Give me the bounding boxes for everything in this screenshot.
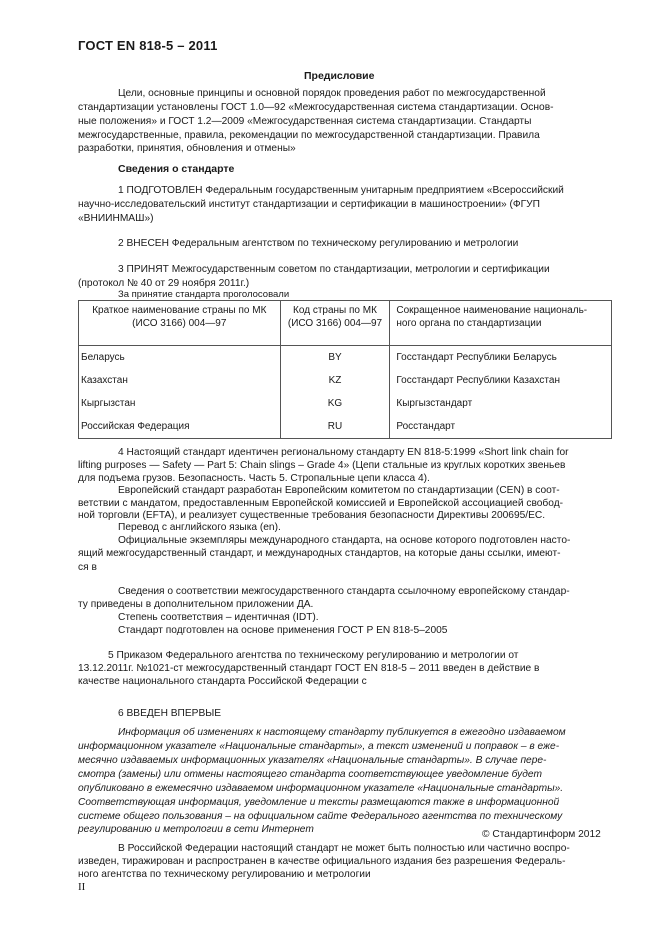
- standards-body-name: Госстандарт Республики Казахстан: [396, 375, 560, 386]
- countries-table: [78, 300, 612, 439]
- column-header-code: Код страны по МК (ИСО 3166) 004—97: [280, 301, 390, 346]
- restriction-line: ного агентства по техническому регулированию и метрологии: [78, 869, 371, 880]
- standards-body-name: Кыргызстандарт: [396, 398, 473, 409]
- document-header-title: ГОСТ EN 818-5 – 2011: [78, 38, 218, 53]
- info-notice-line: системе общего пользования – на официальном сайте Федерального агентства по техническому: [78, 811, 563, 822]
- standards-body-column: [390, 346, 612, 439]
- item3-line: 3 ПРИНЯТ Межгосударственным советом по стандартизации, метрологии и сертификации: [118, 264, 550, 275]
- standards-body-name: Госстандарт Республики Беларусь: [396, 352, 557, 363]
- country-code: KZ: [328, 375, 342, 386]
- foreword-line: разработки, принятия, обновления и отмены»: [78, 143, 296, 154]
- item4-line: ветствии с мандатом, предоставленным Европейской комиссией и Европейской ассоциацией свобод-: [78, 498, 564, 509]
- column-header-country: Краткое наименование страны по МК (ИСО 3166) 004—97: [79, 301, 281, 346]
- info-notice-line: смотра (замены) или отмены настоящего стандарта соответствующее уведомление будет: [78, 769, 542, 780]
- country-name: Российская Федерация: [81, 421, 190, 432]
- foreword-heading: Предисловие: [304, 70, 375, 82]
- item4-line: Европейский стандарт разработан Европейским комитетом по стандартизации (CEN) в соот-: [118, 485, 560, 496]
- info-notice-line: информационном указателе «Национальные стандарты», а текст изменений и поправок – в еже-: [78, 741, 560, 752]
- country-name: Казахстан: [81, 375, 128, 386]
- item1-line: 1 ПОДГОТОВЛЕН Федеральным государственным унитарным предприятием «Всероссийский: [118, 185, 564, 196]
- info-notice-line: регулированию и метрологии в сети Интернет: [78, 824, 314, 835]
- item2-text: 2 ВНЕСЕН Федеральным агентством по техническому регулированию и метрологии: [118, 238, 519, 249]
- vote-caption: За принятие стандарта проголосовали: [118, 289, 290, 300]
- country-column: [79, 346, 281, 439]
- item4-line: lifting purposes — Safety — Part 5: Chain slings – Grade 4» (Цепи стальные из круглых коротких звеньев: [78, 460, 566, 471]
- item3-line: (протокол № 40 от 29 ноября 2011г.): [78, 278, 250, 289]
- item4-line: Официальные экземпляры международного стандарта, на основе которого подготовлен насто-: [118, 535, 571, 546]
- standard-info-heading: Сведения о стандарте: [118, 163, 235, 175]
- item5-line: качестве национального стандарта Российской Федерации с: [78, 676, 367, 687]
- info-notice-line: Соответствующая информация, уведомление и тексты размещаются также в информационной: [78, 797, 560, 808]
- item1-line: научно-исследовательский институт стандартизации и сертификации в машиностроении» (ФГУП: [78, 199, 540, 210]
- item4-line: ту приведены в дополнительном приложении ДА.: [78, 599, 314, 610]
- restriction-line: изведен, тиражирован и распространен в качестве официального издания без разрешения Федераль-: [78, 856, 566, 867]
- item4-line: для подъема грузов. Безопасность. Часть 5. Стропальные цепи класса 4).: [78, 473, 430, 484]
- item4-line: ящий межгосударственный стандарт, и международных стандартов, на которые даны ссылки, имеют-: [78, 548, 561, 559]
- code-column: [280, 346, 390, 439]
- page-number: II: [78, 881, 86, 893]
- column-header-body: Сокращенное наименование националь- ного органа по стандартизации: [390, 301, 612, 346]
- item6-text: 6 ВВЕДЕН ВПЕРВЫЕ: [118, 708, 222, 719]
- country-code: RU: [327, 421, 343, 432]
- item4-line: ной торговли (EFTA), и реализует существенные требования безопасности Директивы 200695/EC.: [78, 510, 546, 521]
- country-name: Кыргызстан: [81, 398, 136, 409]
- item5-line: 5 Приказом Федерального агентства по техническому регулированию и метрологии от: [108, 650, 519, 661]
- restriction-line: В Российской Федерации настоящий стандарт не может быть полностью или частично воспро-: [118, 843, 570, 854]
- item5-line: 13.12.2011г. №1021-ст межгосударственный стандарт ГОСТ EN 818-5 – 2011 введен в действие в: [78, 663, 540, 674]
- foreword-line: межгосударственные, правила, рекомендации по межгосударственной стандартизации. Правила: [78, 130, 540, 141]
- table-body-row: [79, 346, 612, 439]
- info-notice-line: Информация об изменениях к настоящему стандарту публикуется в ежегодно издаваемом: [118, 727, 566, 738]
- info-notice-line: опубликовано в ежемесячно издаваемом информационном указателе «Национальные стандарты».: [78, 783, 564, 794]
- foreword-line: Цели, основные принципы и основной порядок проведения работ по межгосударственной: [118, 88, 546, 99]
- item4-line: ся в: [78, 562, 97, 573]
- table-header-row: [79, 301, 612, 346]
- info-notice-line: месячно издаваемых информационных указателях «Национальные стандарты». В случае пере-: [78, 755, 547, 766]
- standards-body-name: Росстандарт: [396, 421, 456, 432]
- item4-line: 4 Настоящий стандарт идентичен региональному стандарту EN 818-5:1999 «Short link chain for: [118, 447, 569, 458]
- basis-standard: Стандарт подготовлен на основе применения ГОСТ Р EN 818-5–2005: [118, 625, 448, 636]
- country-code: KG: [327, 398, 343, 409]
- item1-line: «ВНИИНМАШ»): [78, 213, 154, 224]
- country-name: Беларусь: [81, 352, 125, 363]
- foreword-line: ные положения» и ГОСТ 1.2—2009 «Межгосударственная система стандартизации. Стандарты: [78, 116, 532, 127]
- translation-note: Перевод с английского языка (en).: [118, 522, 281, 533]
- foreword-line: стандартизации установлены ГОСТ 1.0—92 «Межгосударственная система стандартизации. Основ-: [78, 102, 554, 113]
- conformity-degree: Степень соответствия – идентичная (IDT).: [118, 612, 319, 623]
- item4-line: Сведения о соответствии межгосударственного стандарта ссылочному европейскому стандар-: [118, 586, 570, 597]
- copyright-notice: © Стандартинформ 2012: [482, 829, 601, 840]
- country-code: BY: [328, 352, 342, 363]
